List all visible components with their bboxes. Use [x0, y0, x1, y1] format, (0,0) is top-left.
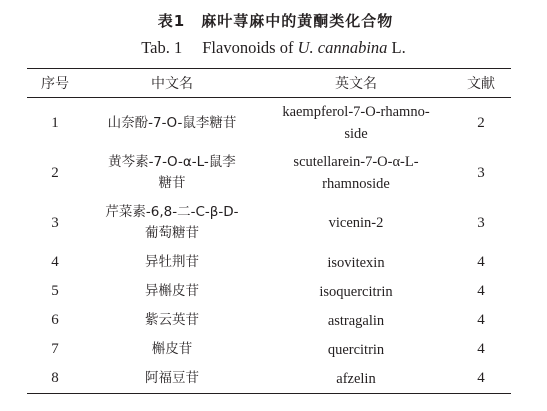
- header-english-name: 英文名: [335, 76, 377, 92]
- chinese-name-line: 异槲皮苷: [145, 283, 199, 299]
- table-label-chinese: 表1: [157, 12, 186, 30]
- chinese-name-line: 芹菜素-6,8-二-C-β-D-: [105, 204, 239, 220]
- table-row: [27, 335, 511, 364]
- table-caption-english: [0, 38, 547, 58]
- english-name-line: vicenin-2: [328, 215, 384, 231]
- cell-english-name: [261, 335, 451, 364]
- cell-serial-number: 5: [51, 283, 59, 299]
- chinese-name-line: 葡萄糖苷: [145, 225, 199, 241]
- table-header-row: [27, 69, 511, 98]
- table-title-chinese: 麻叶荨麻中的黄酮类化合物: [201, 12, 394, 30]
- cell-english-name: [261, 277, 451, 306]
- chinese-name-line: 阿福豆苷: [145, 370, 199, 386]
- cell-reference: 4: [477, 341, 485, 357]
- english-name-line: isovitexin: [327, 254, 385, 271]
- table-body: [27, 98, 511, 394]
- cell-serial-number: 1: [51, 114, 59, 131]
- cell-reference: 4: [477, 283, 485, 299]
- cell-serial-number: 3: [51, 214, 59, 231]
- cell-english-name: [261, 364, 451, 394]
- cell-english-name: [261, 306, 451, 335]
- english-name-line: rhamnoside: [322, 176, 390, 192]
- english-name-line: kaempferol-7-O-rhamno-: [282, 104, 430, 120]
- cell-reference: 3: [477, 164, 485, 181]
- header-chinese-name: 中文名: [151, 76, 193, 92]
- cell-english-name: [261, 248, 451, 277]
- cell-chinese-name: [83, 98, 261, 149]
- cell-serial-number: 8: [51, 370, 59, 386]
- cell-english-name: [261, 198, 451, 248]
- chinese-name-line: 山奈酚-7-O-鼠李糖苷: [107, 114, 237, 131]
- cell-chinese-name: [83, 148, 261, 198]
- table-caption-chinese: [0, 10, 547, 31]
- chinese-name-line: 糖苷: [158, 175, 186, 191]
- cell-chinese-name: [83, 248, 261, 277]
- cell-reference: 3: [477, 214, 485, 231]
- cell-chinese-name: [83, 335, 261, 364]
- table-row: [27, 148, 511, 198]
- cell-serial-number: 4: [51, 254, 59, 270]
- cell-chinese-name: [83, 277, 261, 306]
- flavonoids-table: [27, 68, 511, 394]
- cell-english-name: [261, 148, 451, 198]
- english-name-line: astragalin: [327, 312, 385, 329]
- table-row: [27, 248, 511, 277]
- cell-chinese-name: [83, 306, 261, 335]
- english-name-line: side: [344, 126, 368, 142]
- cell-serial-number: 6: [51, 312, 59, 328]
- table-row: [27, 277, 511, 306]
- chinese-name-line: 异牡荆苷: [145, 254, 199, 270]
- cell-reference: 2: [477, 114, 485, 131]
- cell-reference: 4: [477, 370, 485, 386]
- cell-serial-number: 7: [51, 341, 59, 357]
- english-name-line: afzelin: [336, 370, 376, 387]
- cell-reference: 4: [477, 312, 485, 328]
- table-label-english: Tab. 1: [141, 38, 183, 57]
- cell-serial-number: 2: [51, 164, 59, 181]
- table-row: [27, 98, 511, 149]
- header-serial-number: 序号: [41, 76, 69, 92]
- table-title-english-prefix: Flavonoids of: [202, 38, 298, 57]
- table-row: [27, 306, 511, 335]
- table-row: [27, 364, 511, 394]
- chinese-name-line: 槲皮苷: [151, 341, 193, 357]
- cell-reference: 4: [477, 254, 485, 270]
- species-name: U. cannabina: [297, 38, 388, 57]
- english-name-line: isoquercitrin: [319, 283, 393, 300]
- english-name-line: scutellarein-7-O-α-L-: [293, 154, 419, 170]
- cell-chinese-name: [83, 364, 261, 394]
- table-title-english-suffix: L.: [387, 38, 406, 57]
- english-name-line: quercitrin: [327, 341, 385, 358]
- table-row: [27, 198, 511, 248]
- cell-chinese-name: [83, 198, 261, 248]
- header-reference: 文献: [467, 76, 495, 92]
- chinese-name-line: 黄芩素-7-O-α-L-鼠李: [108, 154, 236, 170]
- cell-english-name: [261, 98, 451, 149]
- chinese-name-line: 紫云英苷: [145, 312, 199, 328]
